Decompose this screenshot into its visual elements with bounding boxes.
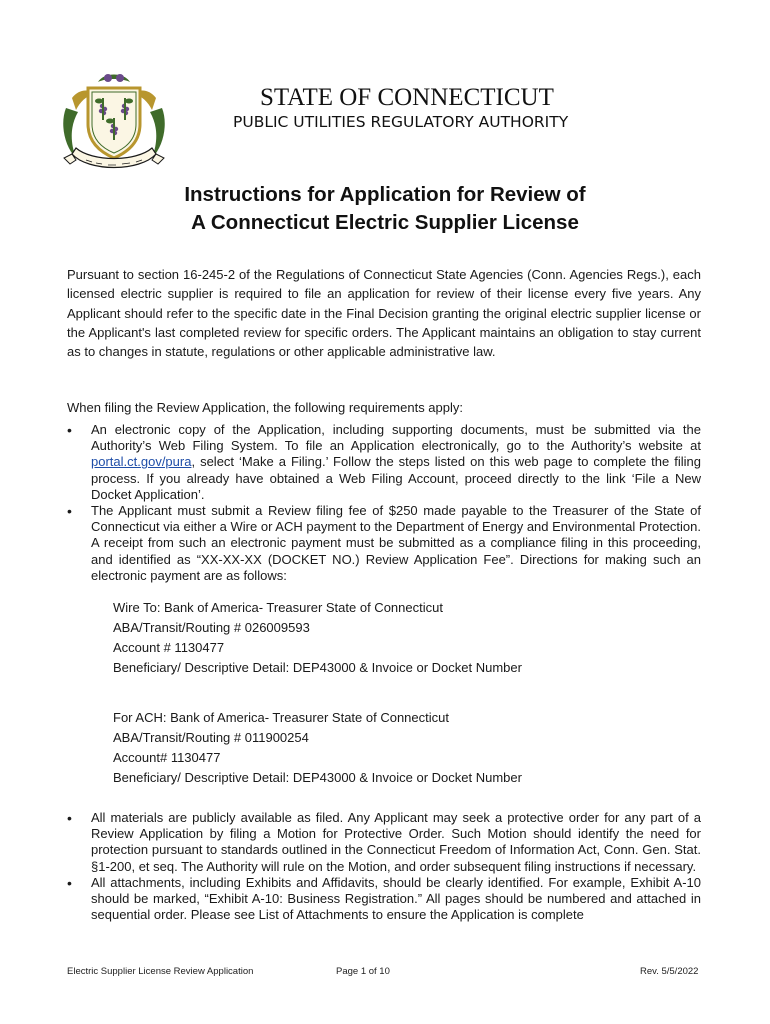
requirements-list-continued: [67, 810, 701, 923]
ach-to: For ACH: Bank of America- Treasurer State of Connecticut: [113, 710, 449, 725]
ach-routing: ABA/Transit/Routing # 011900254: [113, 730, 309, 745]
wire-routing: ABA/Transit/Routing # 026009593: [113, 620, 310, 635]
bullet-icon: •: [67, 422, 72, 438]
intro-paragraph: Pursuant to section 16-245-2 of the Regulations of Connecticut State Agencies (Conn. Agencies Regs.), each licensed electric supplier is required to file an application for review of their license every five years. Any Applicant should refer to the specific date in the Final Decision granting the original electric supplier license or the Applicant's last completed review for specific orders. The Applicant maintains an obligation to stay current as to changes in statute, regulations or other applicable administrative law.: [67, 267, 701, 360]
wire-beneficiary: Beneficiary/ Descriptive Detail: DEP43000 & Invoice or Docket Number: [113, 660, 522, 675]
list-item: [67, 875, 701, 924]
bullet-text: The Applicant must submit a Review filing fee of $250 made payable to the Treasurer of the State of Connecticut via either a Wire or ACH payment to the Department of Energy and Environmental Protection. A receipt from such an electronic payment must be submitted as a compliance filing in this proceeding, and identified as “XX-XX-XX (DOCKET NO.) Review Application Fee”. Directions for making such an electronic payment are as follows:: [91, 503, 701, 583]
pura-portal-link[interactable]: portal.ct.gov/pura: [91, 454, 192, 470]
page-title: [0, 181, 770, 237]
bullet-text: , select ‘Make a Filing.’ Follow the steps listed on this web page to complete the filing process. If you already have obtained a Web Filing Account, proceed directly to the link ‘File a New Docket Application’.: [91, 454, 701, 502]
bullet-icon: •: [67, 874, 72, 891]
authority-name: PUBLIC UTILITIES REGULATORY AUTHORITY: [233, 113, 569, 131]
bullet-text: All materials are publicly available as filed. Any Applicant may seek a protective order for any part of a Review Application by filing a Motion for Protective Order. Such Motion should identify the need for protection pursuant to standards outlined in the Connecticut Freedom of Information Act, Conn. Gen. Stat. §1-200, et seq. The Authority will rule on the Motion, and order subsequent filing instructions if necessary.: [91, 810, 701, 874]
ach-payment-details: [113, 708, 522, 788]
bullet-icon: •: [67, 503, 72, 520]
ach-account: Account# 1130477: [113, 750, 221, 765]
wire-payment-details: [113, 598, 522, 678]
wire-to: Wire To: Bank of America- Treasurer State of Connecticut: [113, 600, 443, 615]
requirements-list: [67, 422, 701, 584]
title-line-1: Instructions for Application for Review of: [184, 183, 586, 206]
state-name: STATE OF CONNECTICUT: [260, 84, 554, 111]
title-line-2: A Connecticut Electric Supplier License: [191, 211, 579, 234]
list-item: [67, 810, 701, 875]
list-item: [67, 422, 701, 503]
bullet-text: All attachments, including Exhibits and Affidavits, should be clearly identified. For example, Exhibit A-10 should be marked, “Exhibit A-10: Business Registration.” All pages should be numbered and attached in sequential order. Please see List of Attachments to ensure the Application is complete: [91, 874, 701, 923]
ach-beneficiary: Beneficiary/ Descriptive Detail: DEP43000 & Invoice or Docket Number: [113, 770, 522, 785]
footer-revision: Rev. 5/5/2022: [640, 966, 699, 977]
bullet-text: An electronic copy of the Application, including supporting documents, must be submitted via the Authority’s Web Filing System. To file an Application electronically, go to the Authority’s website at: [91, 422, 701, 454]
requirements-lead: When filing the Review Application, the following requirements apply:: [67, 400, 463, 415]
footer-document-name: Electric Supplier License Review Application: [67, 966, 254, 977]
wire-account: Account # 1130477: [113, 640, 225, 655]
bullet-icon: •: [67, 810, 72, 826]
list-item: [67, 503, 701, 584]
footer-page-number: Page 1 of 10: [336, 966, 390, 977]
connecticut-seal-icon: [58, 68, 170, 176]
